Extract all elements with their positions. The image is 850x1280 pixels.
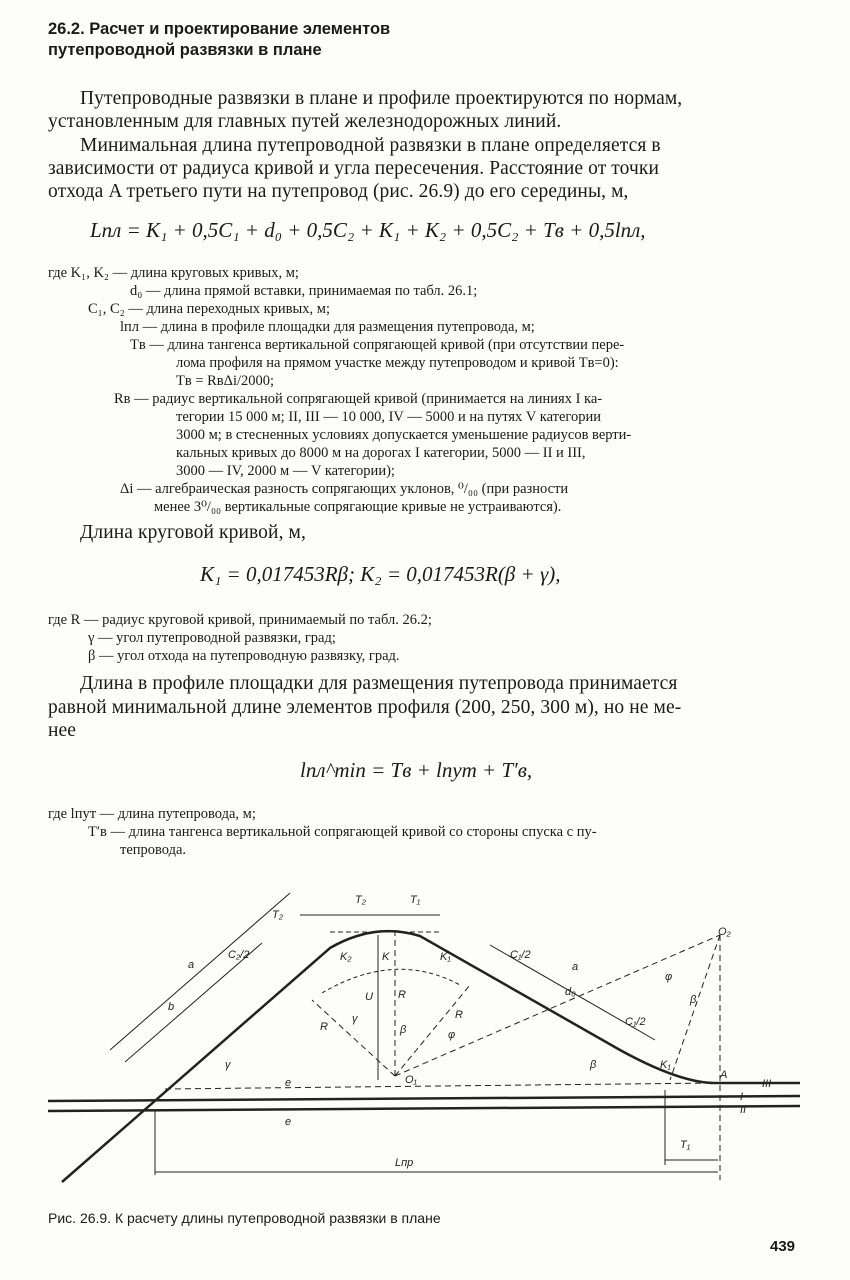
label-t2: T₂: [272, 909, 283, 921]
definition: 3000 — IV, 2000 м — V категории);: [176, 463, 395, 479]
label-lpr: Lпр: [395, 1157, 414, 1169]
label-beta-3: β: [590, 1059, 597, 1071]
definition: β — угол отхода на путепроводную развязку, град.: [88, 648, 400, 664]
label-k2: K₂: [340, 951, 352, 963]
page-number: 439: [770, 1238, 796, 1255]
label-a: a: [188, 959, 195, 971]
track-II: [48, 1106, 800, 1111]
label-phi: φ: [448, 1029, 456, 1041]
paragraph-line: равной минимальной длине элементов профиля (200, 250, 300 м), но не ме-: [48, 697, 682, 718]
figure-caption: Рис. 26.9. К расчету длины путепроводной развязки в плане: [48, 1210, 441, 1226]
definition: лома профиля на прямом участке между путепроводом и кривой Tв=0):: [176, 355, 619, 371]
definition: Δi — алгебраическая разность сопрягающих уклонов, ⁰/₀₀ (при разности: [120, 481, 569, 497]
definition: Rв — радиус вертикальной сопрягающей кривой (принимается на линиях I ка-: [114, 391, 603, 407]
label-r-right: R: [455, 1009, 463, 1021]
section-heading: 26.2. Расчет и проектирование элементов: [48, 20, 391, 38]
label-gamma-2: γ: [225, 1059, 231, 1071]
label-t1-bottom: T₁: [680, 1139, 691, 1151]
label-o2: O₂: [718, 926, 731, 938]
paragraph-line: зависимости от радиуса кривой и угла пересечения. Расстояние от точки: [48, 158, 660, 179]
label-a-right: a: [572, 961, 579, 973]
label-phi-2: φ: [665, 971, 673, 983]
label-r: R: [398, 989, 406, 1001]
label-b: b: [168, 1001, 175, 1013]
definition: где lпут — длина путепровода, м;: [48, 806, 256, 822]
label-track-II: II: [740, 1104, 747, 1116]
definition: 3000 м; в стесненных условиях допускается уменьшение радиусов верти-: [176, 427, 632, 443]
definition: Tв — длина тангенса вертикальной сопрягающей кривой (при отсутствии пере-: [130, 337, 625, 353]
definition: lпл — длина в профиле площадки для размещения путепровода, м;: [120, 319, 535, 335]
label-r-left: R: [320, 1021, 328, 1033]
label-track-III: III: [762, 1078, 772, 1090]
label-k1-lower: K₁: [660, 1059, 671, 1071]
definition: кальных кривых до 8000 м на дорогах I категории, 5000 — II и III,: [176, 445, 586, 461]
label-track-I: I: [740, 1091, 744, 1103]
definition: Tв = RвΔi/2000;: [176, 373, 275, 389]
label-t1-top: T₁: [410, 894, 421, 906]
label-e-bottom: e: [285, 1116, 292, 1128]
definition: d₀ — длина прямой вставки, принимаемая по табл. 26.1;: [130, 283, 478, 299]
definition: T′в — длина тангенса вертикальной сопрягающей кривой со стороны спуска с пу-: [88, 824, 597, 840]
definition: C₁, C₂ — длина переходных кривых, м;: [88, 301, 330, 317]
section-heading-line2: путепроводной развязки в плане: [48, 41, 322, 59]
label-k: K: [382, 951, 390, 963]
paragraph-line: отхода A третьего пути на путепровод (рис. 26.9) до его середины, м,: [48, 181, 629, 202]
label-c1-half: C₁/2: [510, 949, 531, 961]
definition: где R — радиус круговой кривой, принимаемый по табл. 26.2;: [48, 612, 432, 628]
label-e-top: e: [285, 1077, 292, 1089]
paragraph-line: Путепроводные развязки в плане и профиле проектируются по нормам,: [80, 88, 683, 109]
definition: γ — угол путепроводной развязки, град;: [88, 630, 336, 646]
definition: тепровода.: [120, 842, 187, 858]
definition: менее 3⁰/₀₀ вертикальные сопрягающие кривые не устраиваются).: [154, 499, 562, 515]
paragraph-line: Минимальная длина путепроводной развязки в плане определяется в: [80, 135, 661, 156]
label-beta: β: [400, 1024, 407, 1036]
paragraph-line: нее: [48, 720, 77, 741]
paragraph-line: установленным для главных путей железнодорожных линий.: [48, 111, 562, 132]
label-d0: d₀: [565, 986, 576, 998]
label-point-a: A: [720, 1069, 728, 1081]
label-k1: K₁: [440, 951, 451, 963]
label-beta-2: β: [690, 994, 697, 1006]
definition: тегории 15 000 м; II, III — 10 000, IV — 5000 и на путях V категории: [176, 409, 602, 425]
label-gamma: γ: [352, 1013, 358, 1025]
interchange-track: [62, 931, 715, 1182]
label-u: U: [365, 991, 373, 1003]
label-t2-top: T₂: [355, 894, 366, 906]
formula-length: Lпл = K₁ + 0,5C₁ + d₀ + 0,5C₂ + K₁ + K₂ + 0,5C₂ + Tв + 0,5lпл,: [90, 218, 646, 242]
paragraph-line: Длина в профиле площадки для размещения путепровода принимается: [80, 673, 678, 694]
label-o1: O₁: [405, 1074, 418, 1086]
formula-circular-curve: K₁ = 0,017453Rβ; K₂ = 0,017453R(β + γ),: [200, 562, 561, 586]
paragraph-line: Длина круговой кривой, м,: [80, 522, 306, 543]
label-c2: C₂/2: [228, 949, 250, 961]
formula-platform-length: lпл^min = Tв + lпут + T′в,: [300, 758, 533, 782]
definition: где K₁, K₂ — длина круговых кривых, м;: [48, 265, 299, 281]
label-c1-half-2: C₁/2: [625, 1016, 646, 1028]
